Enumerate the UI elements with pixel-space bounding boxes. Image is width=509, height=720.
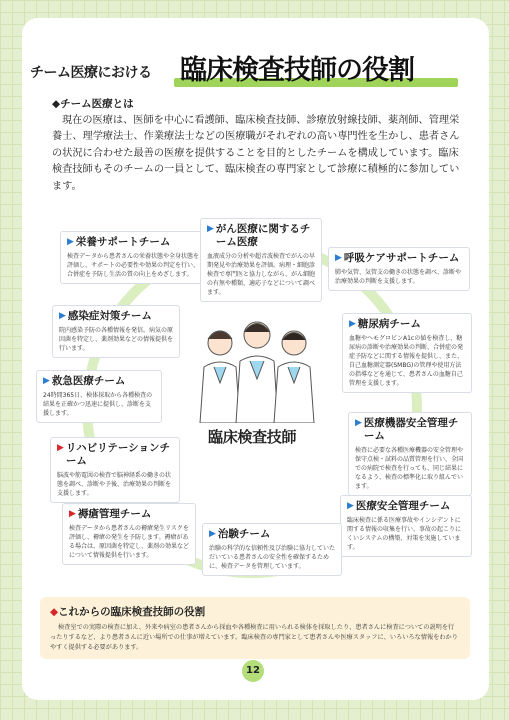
team-title: 感染症対策チーム	[67, 310, 152, 322]
triangle-icon: ▶	[349, 319, 356, 329]
team-box-rehabilitation	[50, 437, 180, 503]
team-title: 医療機器安全管理チーム	[363, 417, 459, 442]
team-title: 糖尿病チーム	[357, 318, 421, 330]
team-box-emergency	[36, 370, 162, 423]
triangle-icon: ▶	[69, 509, 76, 519]
page-title	[30, 44, 450, 88]
intro-heading: ◆チーム医療とは	[52, 98, 134, 110]
triangle-icon: ▶	[43, 376, 50, 386]
team-box-medical-safety	[340, 495, 472, 557]
team-title: 救急医療チーム	[51, 375, 126, 387]
team-body: 24時間365日、検体採取から各種検査の結果を正確かつ迅速に提供し、診断を支援します。	[43, 392, 153, 417]
team-body: 治験の科学的な信頼性及び治験に協力していただいている患者さんの安全性を確保するために、検査データを管理しています。	[209, 545, 336, 570]
triangle-icon: ▶	[355, 418, 362, 428]
team-body: 検査データから患者さんの栄養状態や全身状態を評価し、サポートの必要性や効果の判定を行い、合併症を予防し生活の質の向上をめざします。	[67, 253, 200, 278]
team-title: 栄養サポートチーム	[75, 236, 171, 248]
team-box-diabetes	[342, 313, 472, 393]
triangle-icon: ▶	[207, 224, 214, 234]
medical-staff-illustration	[192, 305, 322, 423]
triangle-icon: ▶	[347, 501, 354, 511]
team-box-clinical-trial	[202, 523, 342, 576]
intro-body: 現在の医療は、医師を中心に看護師、臨床検査技師、診療放射線技師、薬剤師、管理栄養士、理学療法士、作業療法士などの医療職がそれぞれの高い専門性を生かし、患者さんの状況に合わせた最善の医療を提供することを目的としたチームを構成しています。臨床検査技師もそのチームの一員として、臨床検査の専門家として診療に積極的に参加しています。	[52, 114, 460, 192]
triangle-icon: ▶	[209, 529, 216, 539]
team-box-cancer	[200, 218, 322, 302]
future-section	[40, 597, 470, 659]
team-box-respiratory	[328, 247, 470, 291]
team-title: 医療安全管理チーム	[355, 500, 451, 512]
team-diagram	[22, 205, 489, 590]
page-number: 12	[242, 660, 264, 682]
center-label: 臨床検査技師	[208, 428, 297, 446]
triangle-icon: ▶	[67, 237, 74, 247]
triangle-icon: ▶	[57, 443, 64, 453]
team-box-device-safety	[348, 412, 472, 496]
future-body: 検査室での実際の検査に加え、外来や病室の患者さんから採血や各種検査に用いられる検体を採取したり、患者さんに検査についての説明を行ったりするなど、より患者さんに近い場所での仕事が増えています。臨床検査の専門家として患者さんや医療スタッフに、いろいろな情報をわかりやすく提供する必要があります。	[50, 624, 458, 651]
title-main: 臨床検査技師の役割	[180, 55, 414, 86]
team-title: 褥瘡管理チーム	[77, 508, 152, 520]
title-prefix: チーム医療における	[30, 65, 152, 81]
team-body: 臨床検査に係る医療事故やインシデントに関する情報の収集を行い、事故の起こりにくいシステムの構築、対策を実施しています。	[347, 517, 462, 551]
team-body: 院内感染予防の各種情報を発信。病気の原因菌を特定し、薬剤効果などの情報提供を行います。	[59, 327, 174, 352]
triangle-icon: ▶	[59, 311, 66, 321]
team-box-nutrition	[60, 231, 208, 284]
team-body: 肺や気管、気管支の働きの状態を調べ、診断や治療効果の判断を支援します。	[335, 269, 462, 285]
team-body: 検査に必要な各種医療機器の安全管理や保守点検・試料の品質管理を行い、全国での病院で検査を行っても、同じ結果になるよう、検査の標準化に取り組んでいます。	[355, 447, 464, 490]
intro-section	[52, 96, 464, 196]
team-body: 検査データから患者さんの褥瘡発生リスクを評価し、褥瘡の発生を予防します。褥瘡がある場合は、原因菌を特定し、薬剤の効果などについて情報提供を行います。	[69, 525, 190, 559]
diamond-icon: ◆	[50, 606, 59, 618]
team-title: がん医療に関するチーム医療	[215, 223, 311, 248]
team-title: 治験チーム	[217, 528, 271, 540]
team-title: 呼吸ケアサポートチーム	[343, 252, 460, 264]
triangle-icon: ▶	[335, 253, 342, 263]
team-body: 脳波や筋電図の検査で脳神経系の働きの状態を調べ、診断や予後、治療効果の判断を支援します。	[57, 472, 172, 497]
team-box-pressure-ulcer	[62, 503, 196, 565]
team-body: 血液成分の分析や超音波検査でがんの早期発見や治療効果を評価。病理・細胞診検査で専門医と協力しながら、がん細胞の有無や種類、適応子などについて調べます。	[207, 253, 316, 296]
team-body: 血糖やヘモグロビンA1cの値を検査し、糖尿病の診断や治療効果の判断、合併症の発症予防などに関する情報を提供し、また、自己血糖測定器(SMBG)の管理や使用方法の指導などを通じて、患者さんの血糖自己管理を支援します。	[349, 335, 464, 387]
future-heading: これからの臨床検査技師の役割	[58, 606, 206, 618]
team-title: リハビリテーションチーム	[65, 442, 170, 467]
team-box-infection	[52, 305, 180, 358]
